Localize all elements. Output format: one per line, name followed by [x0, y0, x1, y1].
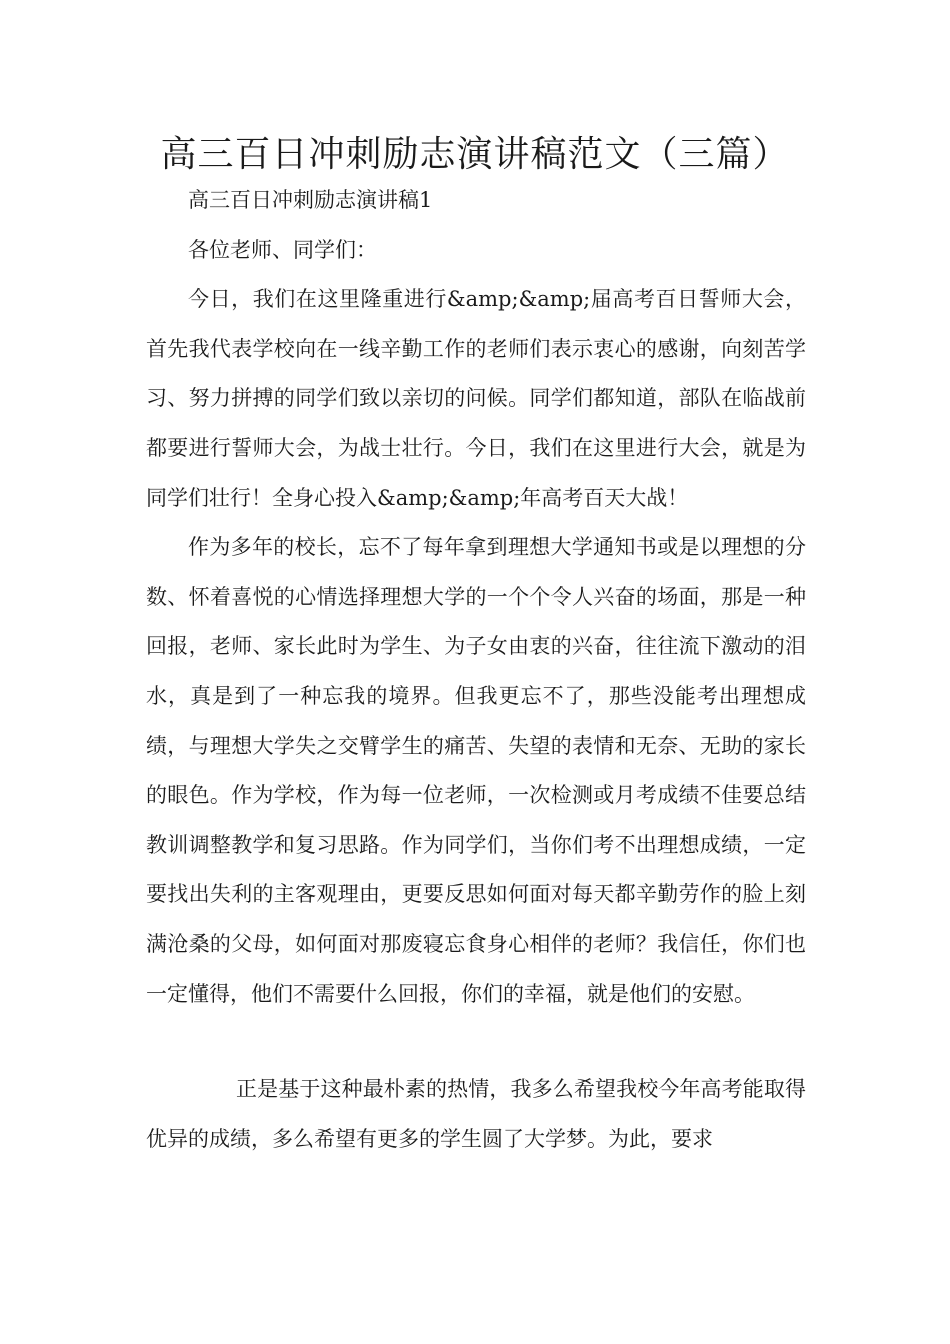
document-title: 高三百日冲刺励志演讲稿范文（三篇） — [160, 134, 790, 175]
section-heading: 高三百日冲刺励志演讲稿1 — [188, 188, 433, 212]
document-body — [146, 176, 806, 1164]
paragraph-1: 今日，我们在这里隆重进行&amp;&amp;届高考百日誓师大会，首先我代表学校向在一线辛勤工作的老师们表示衷心的感谢，向刻苦学习、努力拼搏的同学们致以亲切的问候。同学们都知道，部队在临战前都要进行誓师大会，为战士壮行。今日，我们在这里进行大会，就是为同学们壮行！全身心投入&amp;&amp;年高考百天大战！ — [146, 287, 806, 510]
paragraph-3: 正是基于这种最朴素的热情，我多么希望我校今年高考能取得优异的成绩，多么希望有更多的学生圆了大学梦。为此，要求 — [146, 1077, 806, 1151]
paragraph-2: 作为多年的校长，忘不了每年拿到理想大学通知书或是以理想的分数、怀着喜悦的心情选择理想大学的一个个令人兴奋的场面，那是一种回报，老师、家长此时为学生、为子女由衷的兴奋，往往流下激动的泪水，真是到了一种忘我的境界。但我更忘不了，那些没能考出理想成绩，与理想大学失之交臂学生的痛苦、失望的表情和无奈、无助的家长的眼色。作为学校，作为每一位老师，一次检测或月考成绩不佳要总结教训调整教学和复习思路。作为同学们，当你们考不出理想成绩，一定要找出失利的主客观理由，更要反思如何面对每天都辛勤劳作的脸上刻满沧桑的父母，如何面对那废寝忘食身心相伴的老师？我信任，你们也一定懂得，他们不需要什么回报，你们的幸福，就是他们的安慰。 — [146, 535, 806, 1006]
salutation: 各位老师、同学们： — [188, 237, 377, 262]
paragraph-gap — [146, 1019, 806, 1065]
